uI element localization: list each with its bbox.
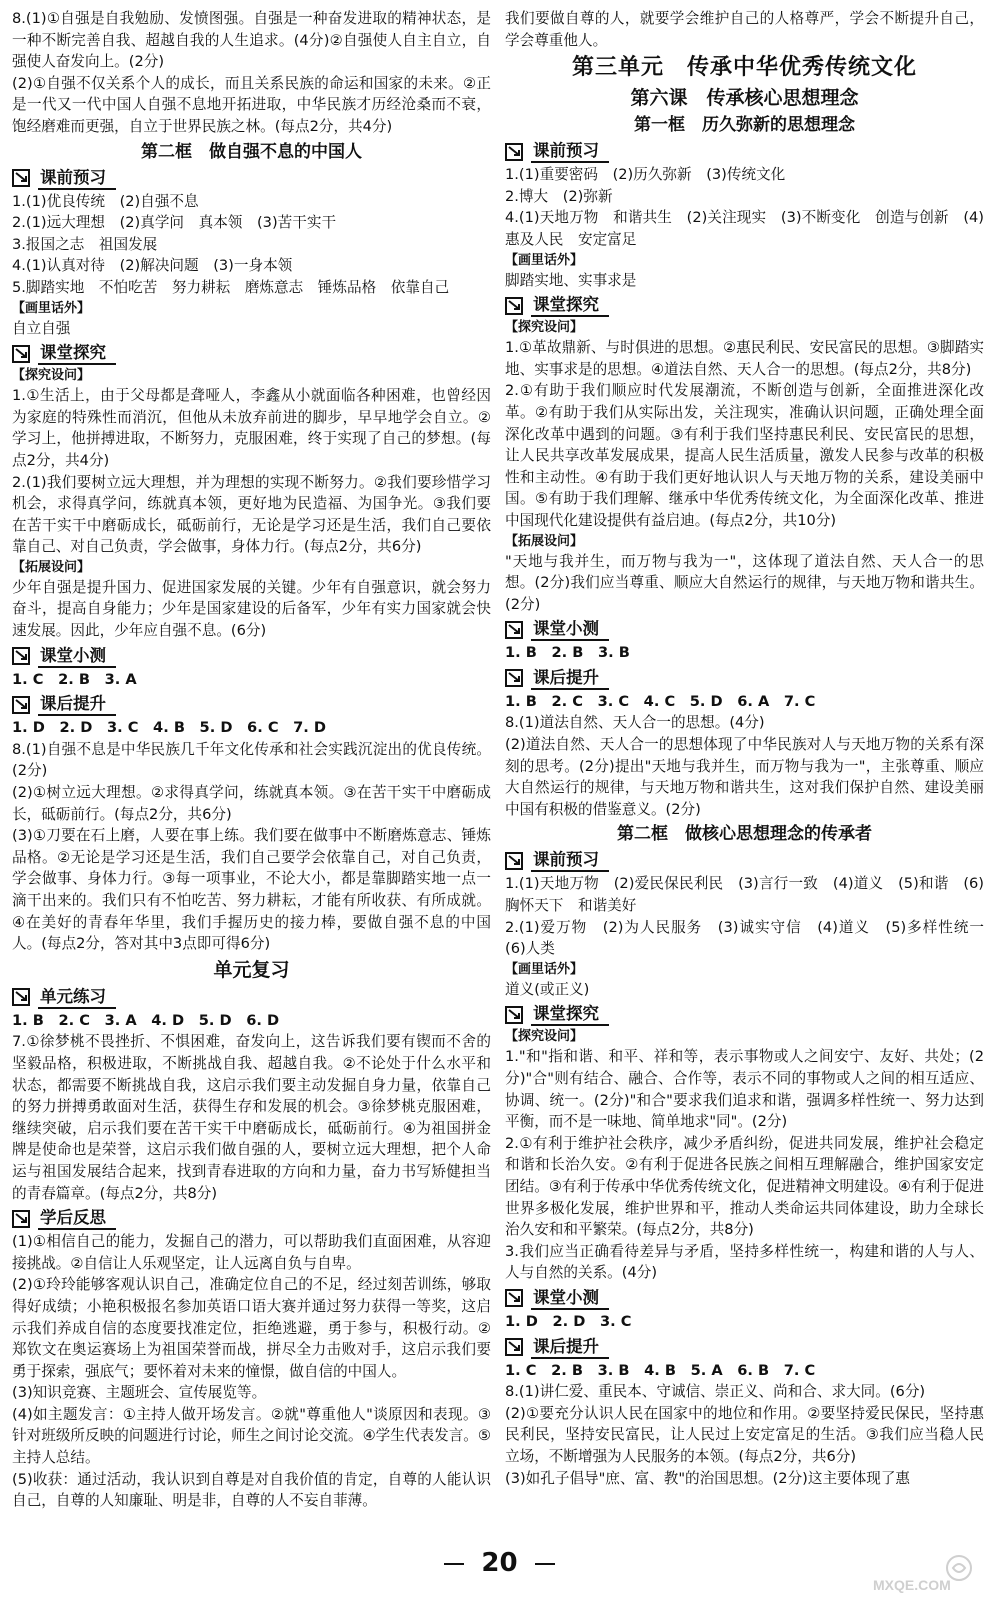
section-header: [505, 667, 984, 690]
section-marker-icon: [505, 1289, 525, 1307]
answer-paragraph: 4.(1)认真对待 (2)解决问题 (3)一身本领: [12, 257, 293, 275]
answer-paragraph: (5)收获：通过活动，我认识到自尊是对自我价值的肯定，自尊的人能认识自己，自尊的人知廉耻、明是非，自尊的人不妄自菲薄。: [12, 1470, 491, 1510]
answer-paragraph: 2.博大 (2)弥新: [505, 187, 613, 205]
section-header: [12, 693, 491, 716]
answer-paragraph: 少年自强是提升国力、促进国家发展的关键。少年有自强意识，就会努力奋斗，提高自身能力；少年是国家建设的后备军，少年有实力国家就会快速发展。因此，少年应自强不息。(6分): [12, 578, 491, 640]
section-header: [12, 342, 491, 365]
section-header: [505, 849, 984, 872]
answer-paragraph: "天地与我并生，而万物与我为一"，这体现了道法自然、天人合一的思想。(2分)我们应当尊重、顺应大自然运行的规律，与天地万物和谐共生。(2分): [505, 552, 984, 613]
watermark-text: MXQE.COM: [873, 1577, 951, 1593]
answer-paragraph: 1.①生活上，由于父母都是聋哑人，李鑫从小就面临各种困难，也曾经因为家庭的特殊性而消沉，但他从未放弃前进的脚步，早早地学会自立。②学习上，他拼搏进取，不断努力，克服困难，终于实现了自己的梦想。(每点2分，共4分): [12, 387, 491, 469]
unit-title: 第三单元 传承中华优秀传统文化: [571, 55, 917, 81]
answer-paragraph: 3.我们应当正确看待差异与矛盾，坚持多样性统一，构建和谐的人与人、人与自然的关系。(4分): [505, 1242, 984, 1282]
choice-answers: 1. D 2. D 3. C 4. B 5. D 6. C 7. D: [12, 719, 327, 737]
section-header-label: 课堂探究: [531, 1003, 609, 1026]
answer-paragraph: 我们要做自尊的人，就要学会维护自己的人格尊严，学会不断提升自己，学会尊重他人。: [505, 10, 984, 49]
answer-paragraph: (1)①相信自己的能力，发掘自己的潜力，可以帮助我们直面困难，从容迎接挑战。②自信让人乐观坚定，让人远离自负与自卑。: [12, 1233, 491, 1272]
choice-answers: 1. B 2. B 3. B: [505, 644, 630, 662]
answer-paragraph: 2.①有利于维护社会秩序，减少矛盾纠纷，促进共同发展，维护社会稳定和谐和长治久安。②有利于促进各民族之间相互理解融合，维护国家安定团结。③有利于传承中华优秀传统文化，促进精神文明建设。④有利于促进世界多极化发展，维护世界和平，推动人类命运共同体建设，助力全球长治久安和和平繁荣。(每点2分，共8分): [505, 1134, 984, 1239]
right-column: [505, 8, 999, 1548]
section-marker-icon: [505, 669, 525, 687]
watermark-logo: [869, 1552, 989, 1594]
section-header-label: 课后提升: [38, 693, 116, 716]
section-header-label: 单元练习: [38, 986, 116, 1009]
answer-paragraph: (2)①树立远大理想。②求得真学问，练就真本领。③在苦干实干中磨砺成长，砥砺前行。(每点2分，共6分): [12, 784, 491, 823]
answer-paragraph: 脚踏实地、实事求是: [505, 271, 637, 289]
section-marker-icon: [12, 988, 32, 1006]
section-header-label: 课堂小测: [531, 618, 609, 641]
left-column: [12, 8, 491, 1548]
choice-answers: 1. C 2. B 3. A: [12, 670, 137, 688]
answer-paragraph: (3)如孔子倡导"庶、富、教"的治国思想。(2分)这主要体现了惠: [505, 1469, 911, 1487]
answer-paragraph: (3)①刀要在石上磨，人要在事上练。我们要在做事中不断磨炼意志、锤炼品格。②无论是学习还是生活，我们自己要学会依靠自己，对自己负责，学会做事、身体力行。③每一项事业，不论大小，都是靠脚踏实地一点一滴干出来的。我们只有不怕吃苦、努力耕耘，才能有所收获、有所成就。④在美好的青春年华里，我们手握历史的接力棒，要做自强不息的中国人。(每点2分，答对其中3点即可得6分): [12, 827, 491, 953]
sub-heading: 【画里话外】: [12, 300, 91, 316]
section-marker-icon: [505, 297, 525, 315]
answer-paragraph: (2)①玲玲能够客观认识自己，准确定位自己的不足，经过刻苦训练，够取得好成绩；小艳积极报名参加英语口语大赛并通过努力获得一等奖，这启示我们养成自信的态度要找准定位，拒绝逃避，勇于参与，积极行动。②郑钦文在奥运赛场上为祖国荣誉而战，拼尽全力击败对手，这启示我们要勇于探索，强底气；要怀着对未来的憧憬，做自信的中国人。: [12, 1276, 491, 1380]
choice-answers: 1. C 2. B 3. B 4. B 5. A 6. B 7. C: [505, 1361, 816, 1379]
section-marker-icon: [12, 1210, 32, 1228]
sub-heading: 【拓展设问】: [12, 559, 91, 575]
section-header: [505, 618, 984, 641]
section-header: [505, 1003, 984, 1026]
answer-paragraph: 2.(1)我们要树立远大理想，并为理想的实现不断努力。②我们要珍惜学习机会，求得真学问，练就真本领，更好地为民造福、为国争光。③我们要在苦干实干中磨砺成长，砥砺前行，无论是学习还是生活，我们自己要依靠自己、对自己负责，学会做事，身体力行。(每点2分，共6分): [12, 473, 491, 556]
section-header-label: 课堂小测: [38, 645, 116, 668]
section-marker-icon: [12, 696, 32, 714]
answer-paragraph: 8.(1)道法自然、天人合一的思想。(4分): [505, 714, 765, 732]
section-header: [12, 167, 491, 190]
answer-paragraph: 2.①有助于我们顺应时代发展潮流，不断创造与创新，全面推进深化改革。②有助于我们从实际出发，关注现实，准确认识问题，正确处理全面深化改革中遇到的问题。③有利于我们坚持惠民利民、安民富民的思想，让人民共享改革发展成果，提高人民生活质量，激发人民参与改革的积极性和主动性。④有助于我们更好地认识人与天地万物的关系，建设美丽中国。⑤有助于我们理解、继承中华优秀传统文化，为全面深化改革、推进中国现代化建设提供有益启迪。(每点2分，共10分): [505, 382, 984, 529]
answer-paragraph: 1.(1)优良传统 (2)自强不息: [12, 192, 199, 210]
answer-paragraph: 7.①徐梦桃不畏挫折、不惧困难，奋发向上，这告诉我们要有锲而不舍的坚毅品格，积极进取，不断挑战自我、超越自我。②不论处于什么水平和状态，都需要不断挑战自我，这启示我们要主动发掘自身力量，依靠自己的努力拼搏勇敢面对生活，获得生存和发展的机会。③徐梦桃克服困难，继续突破，启示我们要在苦干实干中磨砺成长，砥砺前行。④为祖国拼金牌是使命也是荣誉，这启示我们做自强的人，要树立远大理想，把个人命运与祖国发展结合起来，找到青春进取的方向和力量，奋力书写矫健担当的青春篇章。(每点2分，共8分): [12, 1033, 491, 1202]
footer-dash-left: [444, 1563, 464, 1565]
answer-paragraph: 1.(1)重要密码 (2)历久弥新 (3)传统文化: [505, 166, 786, 184]
section-marker-icon: [12, 647, 32, 665]
answer-paragraph: 3.报国之志 祖国发展: [12, 235, 158, 253]
answer-paragraph: 1.(1)天地万物 (2)爱民保民利民 (3)言行一致 (4)道义 (5)和谐 (6)胸怀天下 和谐美好: [505, 875, 984, 915]
sub-heading: 【画里话外】: [505, 961, 584, 977]
answer-paragraph: (4)如主题发言：①主持人做开场发言。②就"尊重他人"谈原因和表现。③针对班级所反映的问题进行讨论，师生之间讨论交流。④学生代表发言。⑤主持人总结。: [12, 1405, 491, 1467]
footer-dash-right: [535, 1563, 555, 1565]
sub-heading: 【拓展设问】: [505, 533, 584, 549]
section-header-label: 课前预习: [531, 849, 609, 872]
section-header: [505, 1336, 984, 1359]
section-header-label: 课堂探究: [531, 294, 609, 317]
answer-paragraph: 1."和"指和谐、和平、祥和等，表示事物或人之间安宁、友好、共处；(2分)"合"则有结合、融合、合作等，表示不同的事物或人之间的相互适应、协调、统一。(2分)"和合"要求我们追求和谐，强调多样性统一、努力达到平衡，而不是一味地、简单地求"同"。(2分): [505, 1048, 984, 1131]
page-footer: [0, 1548, 999, 1578]
answer-paragraph: 2.(1)远大理想 (2)真学问 真本领 (3)苦干实干: [12, 214, 337, 232]
section-header-label: 课前预习: [38, 167, 116, 190]
answer-paragraph: 8.(1)自强不息是中华民族几千年文化传承和社会实践沉淀出的优良传统。(2分): [12, 740, 491, 780]
answer-paragraph: 4.(1)天地万物 和谐共生 (2)关注现实 (3)不断变化 创造与创新 (4)惠及人民 安定富足: [505, 209, 984, 248]
section-header-label: 课后提升: [531, 667, 609, 690]
section-title: 第二框 做自强不息的中国人: [141, 141, 362, 162]
section-header: [505, 294, 984, 317]
page-number: 20: [481, 1548, 518, 1578]
section-header-label: 课堂探究: [38, 342, 116, 365]
two-columns: [12, 8, 999, 1548]
sub-heading: 【探究设问】: [505, 1029, 584, 1045]
section-header: [505, 140, 984, 163]
answer-paragraph: 2.(1)爱万物 (2)为人民服务 (3)诚实守信 (4)道义 (5)多样性统一 (6)人类: [505, 918, 999, 958]
choice-answers: 1. B 2. C 3. A 4. D 5. D 6. D: [12, 1011, 280, 1029]
sub-heading: 【画里话外】: [505, 252, 584, 268]
section-marker-icon: [12, 169, 32, 187]
answer-paragraph: 5.脚踏实地 不怕吃苦 努力耕耘 磨炼意志 锤炼品格 依靠自己: [12, 278, 450, 296]
section-header: [12, 1207, 491, 1230]
section-marker-icon: [505, 852, 525, 870]
lesson-title: 单元复习: [213, 958, 290, 981]
section-header-label: 课后提升: [531, 1336, 609, 1359]
section-marker-icon: [505, 621, 525, 639]
section-header: [12, 645, 491, 668]
answer-paragraph: 8.(1)①自强是自我勉励、发愤图强。自强是一种奋发进取的精神状态，是一种不断完善自我、超越自我的人生追求。(4分)②自强使人自主自立，自强使人奋发向上。(2分): [12, 10, 491, 71]
section-title: 第一框 历久弥新的思想理念: [634, 115, 855, 136]
section-marker-icon: [505, 1338, 525, 1356]
section-header-label: 课堂小测: [531, 1287, 609, 1310]
answer-paragraph: 1.①革故鼎新、与时俱进的思想。②惠民利民、安民富民的思想。③脚踏实地、实事求是的思想。④道法自然、天人合一的思想。(每点2分，共8分): [505, 339, 984, 378]
sub-heading: 【探究设问】: [12, 368, 91, 384]
answer-paragraph: (3)知识竞赛、主题班会、宣传展览等。: [12, 1384, 267, 1402]
section-marker-icon: [505, 1006, 525, 1024]
answer-paragraph: 自立自强: [12, 319, 71, 337]
sub-heading: 【探究设问】: [505, 320, 584, 336]
section-marker-icon: [505, 143, 525, 161]
section-header: [12, 986, 491, 1009]
section-title: 第二框 做核心思想理念的传承者: [617, 824, 872, 845]
lesson-title: 第六课 传承核心思想理念: [630, 87, 859, 110]
answer-paragraph: 道义(或正义): [505, 980, 590, 998]
answer-paragraph: (2)道法自然、天人合一的思想体现了中华民族对人与天地万物的关系有深刻的思考。(2分)提出"天地与我并生，而万物与我为一"，主张尊重、顺应大自然运行的规律，与天地万物和谐共生，这对我们保护自然、建设美丽中国有积极的借鉴意义。(2分): [505, 736, 984, 818]
section-header-label: 学后反思: [38, 1207, 116, 1230]
section-header: [505, 1287, 984, 1310]
answer-paragraph: (2)①自强不仅关系个人的成长，而且关系民族的命运和国家的未来。②正是一代又一代中国人自强不息地开拓进取，中华民族才历经沧桑而不衰，饱经磨难而更强，自立于世界民族之林。(每点2分，共4分): [12, 74, 491, 135]
choice-answers: 1. D 2. D 3. C: [505, 1312, 632, 1330]
answer-paragraph: (2)①要充分认识人民在国家中的地位和作用。②要坚持爱民保民，坚持惠民利民，坚持安民富民，让人民过上安定富足的生活。③我们应当稳人民立场，不断增强为人民服务的本领。(每点2分，共6分): [505, 1404, 984, 1465]
section-header-label: 课前预习: [531, 140, 609, 163]
choice-answers: 1. B 2. C 3. C 4. C 5. D 6. A 7. C: [505, 692, 816, 710]
section-marker-icon: [12, 345, 32, 363]
answer-paragraph: 8.(1)讲仁爱、重民本、守诚信、崇正义、尚和合、求大同。(6分): [505, 1383, 926, 1401]
